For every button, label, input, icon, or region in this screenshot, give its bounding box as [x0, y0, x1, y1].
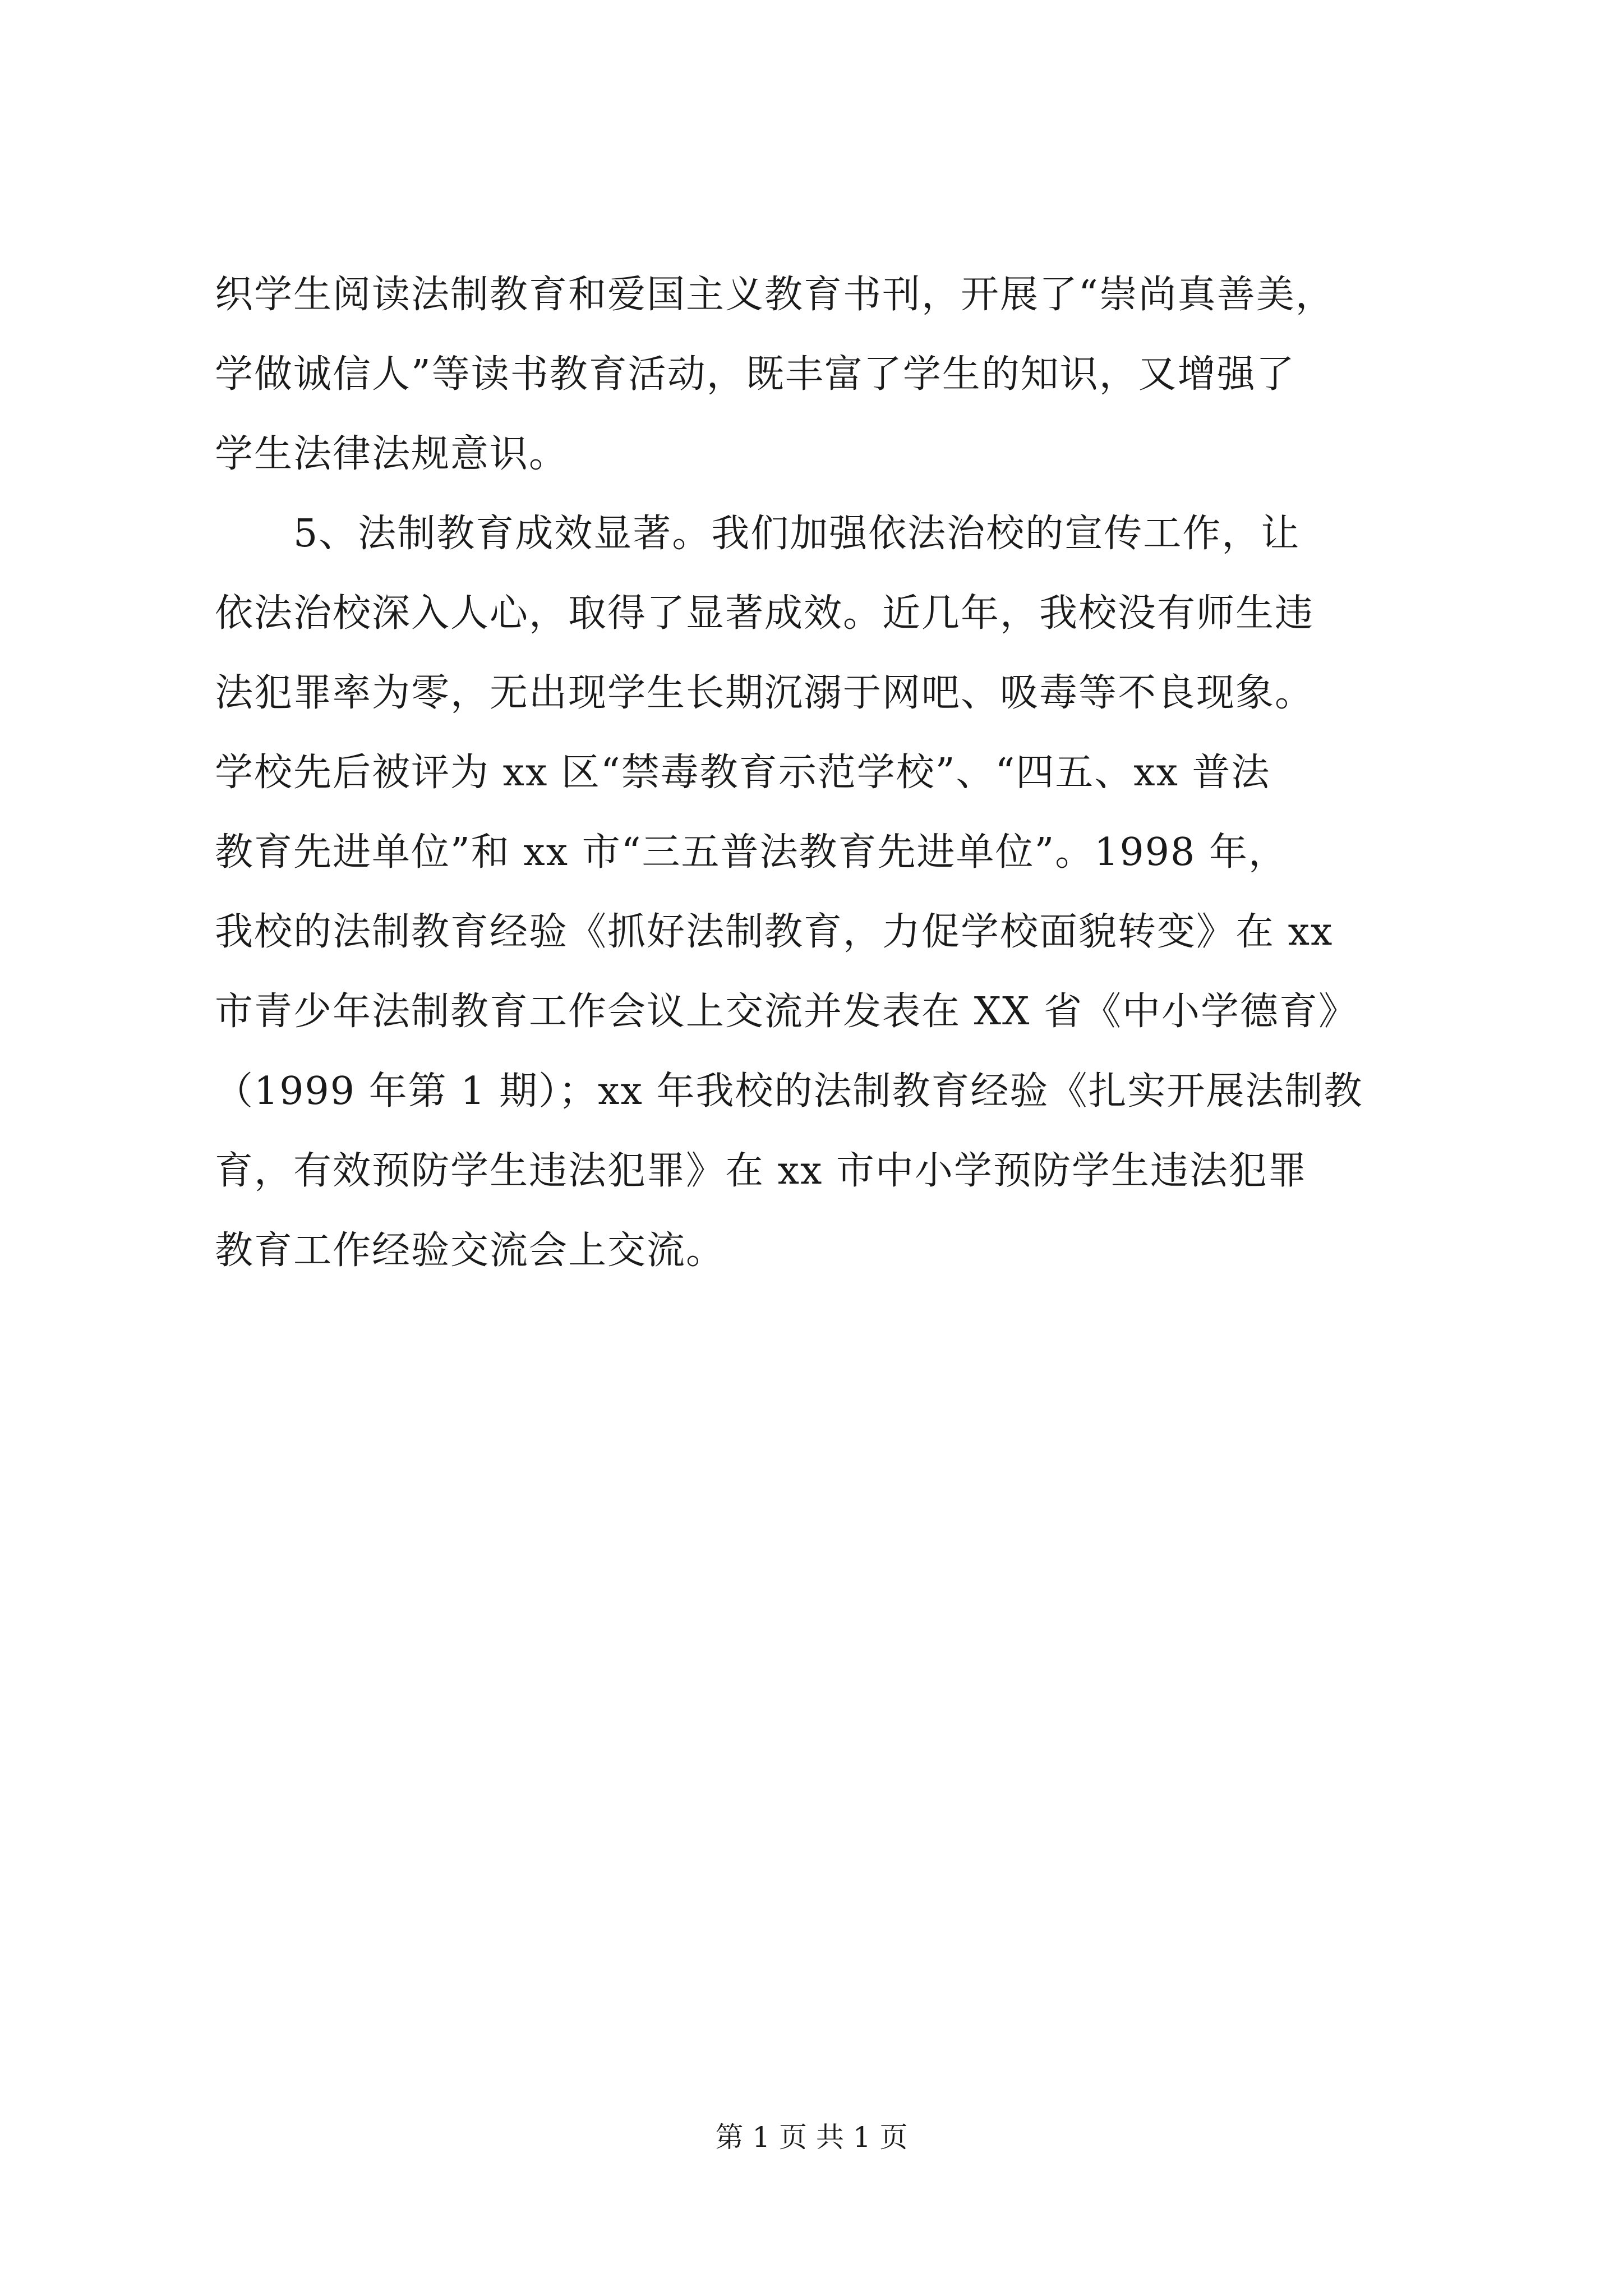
- text-line: 织学生阅读法制教育和爱国主义教育书刊，开展了“崇尚真善美，: [215, 273, 1335, 317]
- page-footer: [0, 2120, 1623, 2154]
- text-line: 学生法律法规意识。: [215, 432, 569, 476]
- text-line: 我校的法制教育经验《抓好法制教育，力促学校面貌转变》在 xx: [215, 910, 1334, 954]
- text-line: 市青少年法制教育工作会议上交流并发表在 XX 省《中小学德育》: [215, 990, 1358, 1034]
- text-line: 教育工作经验交流会上交流。: [215, 1228, 726, 1273]
- text-line: 学校先后被评为 xx 区“禁毒教育示范学校”、“四五、xx 普法: [215, 751, 1271, 795]
- text-line: 5、法制教育成效显著。我们加强依法治校的宣传工作，让: [215, 512, 1301, 556]
- text-line: 法犯罪率为零，无出现学生长期沉溺于网吧、吸毒等不良现象。: [215, 671, 1315, 715]
- page-number-label: 第 1 页 共 1 页: [715, 2121, 908, 2154]
- body-text: [215, 255, 1437, 1291]
- text-line: 学做诚信人”等读书教育活动，既丰富了学生的知识，又增强了: [215, 352, 1295, 397]
- text-line: 育，有效预防学生违法犯罪》在 xx 市中小学预防学生违法犯罪: [215, 1149, 1307, 1193]
- text-line: 教育先进单位”和 xx 市“三五普法教育先进单位”。1998 年，: [215, 830, 1288, 875]
- text-line: 依法治校深入人心，取得了显著成效。近几年，我校没有师生违: [215, 591, 1315, 636]
- text-line: （1999 年第 1 期）；xx 年我校的法制教育经验《扎实开展法制教: [215, 1069, 1363, 1114]
